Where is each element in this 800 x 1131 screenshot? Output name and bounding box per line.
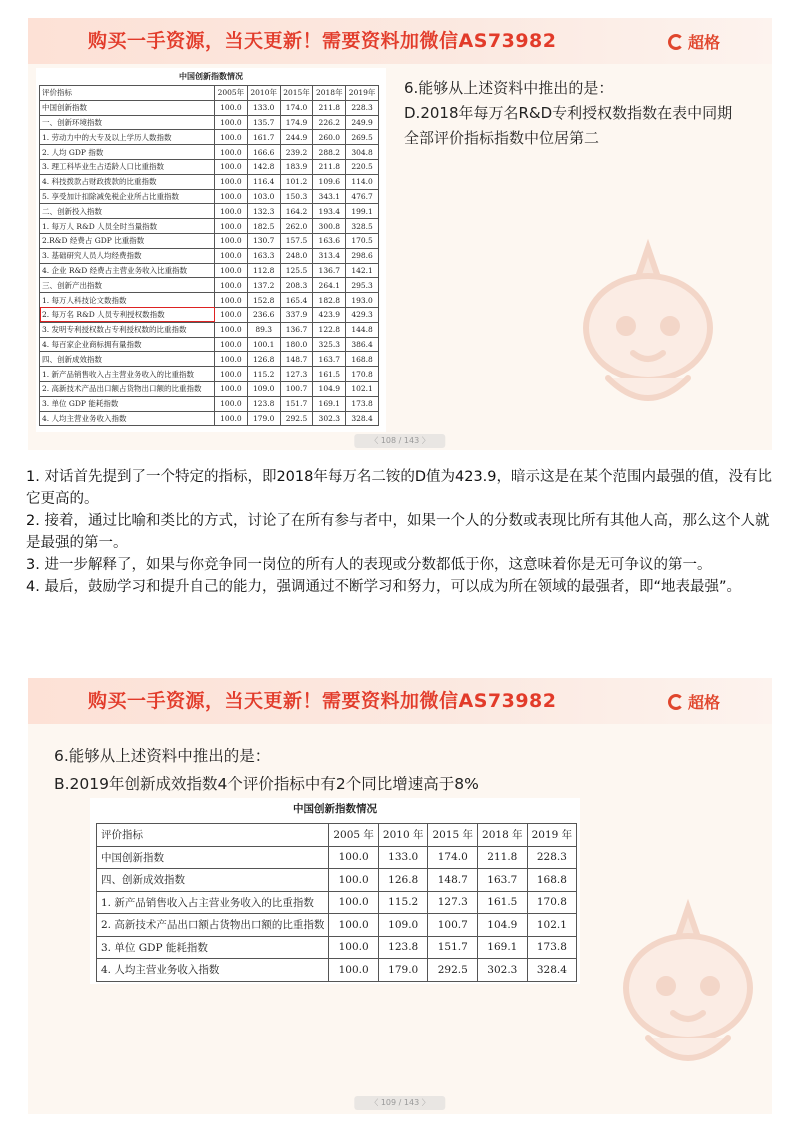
index-value-cell: 100.0 [215,411,248,426]
indicator-name-cell: 3. 单位 GDP 能耗指数 [40,396,215,411]
table-header-row [97,824,577,847]
table-row [40,219,379,234]
question-stem: 6.能够从上述资料中推出的是： [404,79,614,97]
table-row [40,381,379,396]
index-value-cell: 328.4 [527,959,577,982]
indicator-name-cell: 4. 科技拨款占财政拨款的比重指数 [40,174,215,189]
index-value-cell: 163.7 [313,352,346,367]
index-value-cell: 170.5 [346,233,379,248]
indicator-name-cell: 二、创新投入指数 [40,204,215,219]
table-row [40,396,379,411]
index-value-cell: 127.3 [280,367,313,382]
index-value-cell: 337.9 [280,307,313,322]
index-value-cell: 100.7 [428,914,478,937]
index-value-cell: 137.2 [247,278,280,293]
table-header-cell: 2019年 [346,86,379,101]
index-value-cell: 182.8 [313,293,346,308]
indicator-name-cell: 3. 发明专利授权数占专利授权数的比重指数 [40,322,215,337]
index-value-cell: 476.7 [346,189,379,204]
index-value-cell: 100.0 [215,381,248,396]
index-value-cell: 104.9 [313,381,346,396]
index-value-cell: 100.0 [215,396,248,411]
index-value-cell: 136.7 [313,263,346,278]
brand-logo [668,690,720,713]
indicator-name-cell: 1. 每万人 R&D 人员全时当量指数 [40,219,215,234]
index-value-cell: 244.9 [280,130,313,145]
table-row [40,337,379,352]
index-value-cell: 125.5 [280,263,313,278]
index-value-cell: 114.0 [346,174,379,189]
index-value-cell: 104.9 [478,914,528,937]
index-value-cell: 236.6 [247,307,280,322]
table-header-cell: 2005 年 [329,824,379,847]
page-indicator[interactable]: 〈 108 / 143 〉 [354,434,445,448]
indicator-name-cell: 2. 高新技术产品出口额占货物出口额的比重指数 [97,914,329,937]
index-value-cell: 109.6 [313,174,346,189]
logo-text: 超格 [687,33,720,52]
index-value-cell: 199.1 [346,204,379,219]
unicorn-mascot-icon [548,228,748,428]
index-value-cell: 100.0 [215,278,248,293]
index-value-cell: 142.1 [346,263,379,278]
index-value-cell: 298.6 [346,248,379,263]
index-value-cell: 100.7 [280,381,313,396]
indicator-name-cell: 4. 企业 R&D 经费占主营业务收入比重指数 [40,263,215,278]
index-value-cell: 302.3 [478,959,528,982]
index-value-cell: 328.4 [346,411,379,426]
index-table-card [36,68,386,432]
page-indicator[interactable]: 〈 109 / 143 〉 [354,1096,445,1110]
table-row [40,174,379,189]
logo-g-icon [668,34,684,50]
analysis-point: 4. 最后，鼓励学习和提升自己的能力，强调通过不断学习和努力，可以成为所在领域的最强者，即“地表最强”。 [26,579,741,595]
index-value-cell: 174.9 [280,115,313,130]
indicator-name-cell: 四、创新成效指数 [97,869,329,892]
indicator-name-cell: 4. 每百家企业商标拥有量指数 [40,337,215,352]
index-value-cell: 100.0 [215,219,248,234]
index-value-cell: 170.8 [527,891,577,914]
index-value-cell: 102.1 [527,914,577,937]
index-value-cell: 170.8 [346,367,379,382]
index-value-cell: 133.0 [247,100,280,115]
index-value-cell: 173.8 [527,936,577,959]
index-value-cell: 100.0 [215,159,248,174]
indicator-name-cell: 4. 人均主营业务收入指数 [40,411,215,426]
index-value-cell: 228.3 [527,846,577,869]
index-value-cell: 249.9 [346,115,379,130]
indicator-name-cell: 中国创新指数 [40,100,215,115]
index-value-cell: 100.0 [329,891,379,914]
index-value-cell: 269.5 [346,130,379,145]
index-value-cell: 164.2 [280,204,313,219]
index-value-cell: 179.0 [378,959,428,982]
indicator-name-cell: 1. 劳动力中的大专及以上学历人数指数 [40,130,215,145]
index-value-cell: 166.6 [247,145,280,160]
index-value-cell: 109.0 [378,914,428,937]
table-row [40,248,379,263]
index-value-cell: 161.5 [313,367,346,382]
table-row [40,233,379,248]
index-value-cell: 174.0 [428,846,478,869]
index-value-cell: 151.7 [428,936,478,959]
index-value-cell: 89.3 [247,322,280,337]
index-value-cell: 101.2 [280,174,313,189]
indicator-name-cell: 2. 每万名 R&D 人员专利授权数指数 [40,307,215,322]
index-value-cell: 100.0 [329,869,379,892]
index-value-cell: 136.7 [280,322,313,337]
table-title: 中国创新指数情况 [293,803,377,815]
table-row [40,278,379,293]
index-value-cell: 239.2 [280,145,313,160]
index-value-cell: 126.8 [247,352,280,367]
index-value-cell: 161.7 [247,130,280,145]
indicator-name-cell: 3. 基础研究人员人均经费指数 [40,248,215,263]
index-value-cell: 144.8 [346,322,379,337]
index-value-cell: 292.5 [428,959,478,982]
index-value-cell: 100.0 [215,248,248,263]
index-value-cell: 163.6 [313,233,346,248]
index-value-cell: 102.1 [346,381,379,396]
table-row [97,959,577,982]
index-table-card [90,798,580,984]
index-value-cell: 211.8 [313,159,346,174]
table-row [40,293,379,308]
table-row [40,115,379,130]
index-value-cell: 100.0 [215,204,248,219]
indicator-name-cell: 3. 理工科毕业生占适龄人口比重指数 [40,159,215,174]
index-value-cell: 142.8 [247,159,280,174]
index-value-cell: 161.5 [478,891,528,914]
slide-page-109 [28,678,772,1114]
table-row [97,891,577,914]
indicator-name-cell: 1. 每万人科技论文数指数 [40,293,215,308]
index-value-cell: 328.5 [346,219,379,234]
index-value-cell: 100.0 [215,367,248,382]
index-value-cell: 304.8 [346,145,379,160]
promo-banner [28,678,772,724]
index-value-cell: 169.1 [478,936,528,959]
indicator-name-cell: 1. 新产品销售收入占主营业务收入的比重指数 [97,891,329,914]
index-value-cell: 100.0 [215,100,248,115]
indicator-name-cell: 中国创新指数 [97,846,329,869]
index-value-cell: 109.0 [247,381,280,396]
index-value-cell: 163.7 [478,869,528,892]
index-value-cell: 100.0 [215,337,248,352]
table-header-cell: 评价指标 [40,86,215,101]
index-value-cell: 100.0 [215,145,248,160]
index-value-cell: 123.8 [247,396,280,411]
index-value-cell: 100.0 [215,307,248,322]
index-value-cell: 100.0 [215,263,248,278]
table-row [40,130,379,145]
logo-g-icon [668,694,684,710]
table-row [97,936,577,959]
unicorn-mascot-icon [588,888,772,1088]
index-value-cell: 193.0 [346,293,379,308]
index-value-cell: 100.0 [215,233,248,248]
table-header-cell: 2018 年 [478,824,528,847]
index-value-cell: 386.4 [346,337,379,352]
index-value-cell: 295.3 [346,278,379,293]
analysis-point: 3. 进一步解释了，如果与你竞争同一岗位的所有人的表现或分数都低于你，这意味着你是无可争议的第一。 [26,557,712,573]
index-value-cell: 100.0 [215,115,248,130]
index-value-cell: 288.2 [313,145,346,160]
index-value-cell: 100.0 [329,914,379,937]
index-value-cell: 168.8 [527,869,577,892]
index-value-cell: 115.2 [247,367,280,382]
index-value-cell: 163.3 [247,248,280,263]
index-value-cell: 123.8 [378,936,428,959]
index-value-cell: 100.0 [215,352,248,367]
index-value-cell: 183.9 [280,159,313,174]
banner-text: 购买一手资源，当天更新！需要资料加微信AS73982 [88,30,557,52]
indicator-name-cell: 2. 人均 GDP 指数 [40,145,215,160]
index-value-cell: 100.0 [215,130,248,145]
table-row [40,159,379,174]
index-value-cell: 135.7 [247,115,280,130]
index-value-cell: 211.8 [313,100,346,115]
index-value-cell: 300.8 [313,219,346,234]
index-value-cell: 179.0 [247,411,280,426]
table-header-cell: 2018年 [313,86,346,101]
question-stem: 6.能够从上述资料中推出的是： [54,747,271,765]
index-value-cell: 174.0 [280,100,313,115]
index-value-cell: 148.7 [280,352,313,367]
index-value-cell: 100.0 [215,322,248,337]
index-value-cell: 100.0 [329,959,379,982]
indicator-name-cell: 1. 新产品销售收入占主营业务收入的比重指数 [40,367,215,382]
table-header-row [40,86,379,101]
indicator-name-cell: 3. 单位 GDP 能耗指数 [97,936,329,959]
index-value-cell: 325.3 [313,337,346,352]
index-value-cell: 165.4 [280,293,313,308]
index-value-cell: 211.8 [478,846,528,869]
index-value-cell: 292.5 [280,411,313,426]
question-block [54,742,754,798]
index-value-cell: 130.7 [247,233,280,248]
index-value-cell: 122.8 [313,322,346,337]
table-row [40,145,379,160]
index-value-cell: 100.0 [215,293,248,308]
table-header-cell: 2010年 [247,86,280,101]
index-value-cell: 157.5 [280,233,313,248]
index-value-cell: 260.0 [313,130,346,145]
indicator-name-cell: 三、创新产出指数 [40,278,215,293]
table-row [40,352,379,367]
index-value-cell: 100.1 [247,337,280,352]
index-value-cell: 302.3 [313,411,346,426]
index-value-cell: 103.0 [247,189,280,204]
table-header-cell: 2010 年 [378,824,428,847]
index-value-cell: 100.0 [329,936,379,959]
indicator-name-cell: 四、创新成效指数 [40,352,215,367]
table-header-cell: 2015 年 [428,824,478,847]
slide-page-108 [28,18,772,450]
index-value-cell: 152.8 [247,293,280,308]
index-value-cell: 193.4 [313,204,346,219]
index-value-cell: 168.8 [346,352,379,367]
table-header-cell: 2015年 [280,86,313,101]
table-row [40,100,379,115]
index-value-cell: 148.7 [428,869,478,892]
promo-banner [28,18,772,64]
table-row [97,846,577,869]
question-option: B.2019年创新成效指数4个评价指标中有2个同比增速高于8% [54,775,479,793]
index-value-cell: 115.2 [378,891,428,914]
table-header-cell: 2019 年 [527,824,577,847]
index-value-cell: 182.5 [247,219,280,234]
analysis-point: 2. 接着，通过比喻和类比的方式，讨论了在所有参与者中，如果一个人的分数或表现比所有其他人高，那么这个人就是最强的第一。 [26,513,770,551]
table-row [40,204,379,219]
index-value-cell: 264.1 [313,278,346,293]
indicator-name-cell: 2. 高新技术产品出口额占货物出口额的比重指数 [40,381,215,396]
table-row [97,914,577,937]
index-value-cell: 112.8 [247,263,280,278]
table-header-cell: 2005年 [215,86,248,101]
index-value-cell: 100.0 [215,174,248,189]
table-row [40,367,379,382]
index-value-cell: 133.0 [378,846,428,869]
innovation-index-table [96,823,577,982]
index-value-cell: 151.7 [280,396,313,411]
index-value-cell: 173.8 [346,396,379,411]
index-value-cell: 226.2 [313,115,346,130]
index-value-cell: 343.1 [313,189,346,204]
banner-text: 购买一手资源，当天更新！需要资料加微信AS73982 [88,690,557,712]
index-value-cell: 126.8 [378,869,428,892]
analysis-point: 1. 对话首先提到了一个特定的指标，即2018年每万名二铵的D值为423.9，暗示这是在某个范围内最强的值，没有比它更高的。 [26,469,773,507]
question-block [404,76,744,151]
table-row [40,411,379,426]
index-value-cell: 228.3 [346,100,379,115]
index-value-cell: 100.0 [215,189,248,204]
index-value-cell: 313.4 [313,248,346,263]
index-value-cell: 116.4 [247,174,280,189]
question-option: D.2018年每万名R&D专利授权数指数在表中同期全部评价指标指数中位居第二 [404,104,733,147]
brand-logo [668,30,720,53]
table-row [40,307,379,322]
indicator-name-cell: 一、创新环境指数 [40,115,215,130]
index-value-cell: 429.3 [346,307,379,322]
innovation-index-table [39,85,379,426]
index-value-cell: 100.0 [329,846,379,869]
index-value-cell: 248.0 [280,248,313,263]
index-value-cell: 262.0 [280,219,313,234]
index-value-cell: 180.0 [280,337,313,352]
indicator-name-cell: 4. 人均主营业务收入指数 [97,959,329,982]
index-value-cell: 132.3 [247,204,280,219]
table-row [40,322,379,337]
table-row [40,189,379,204]
table-row [40,263,379,278]
index-value-cell: 150.3 [280,189,313,204]
indicator-name-cell: 5. 享受加计扣除减免税企业所占比重指数 [40,189,215,204]
logo-text: 超格 [687,693,720,712]
index-value-cell: 127.3 [428,891,478,914]
table-row [97,869,577,892]
table-header-cell: 评价指标 [97,824,329,847]
indicator-name-cell: 2.R&D 经费占 GDP 比重指数 [40,233,215,248]
index-value-cell: 423.9 [313,307,346,322]
index-value-cell: 220.5 [346,159,379,174]
analysis-text [26,466,776,598]
index-value-cell: 208.3 [280,278,313,293]
table-title: 中国创新指数情况 [179,71,243,81]
index-value-cell: 169.1 [313,396,346,411]
